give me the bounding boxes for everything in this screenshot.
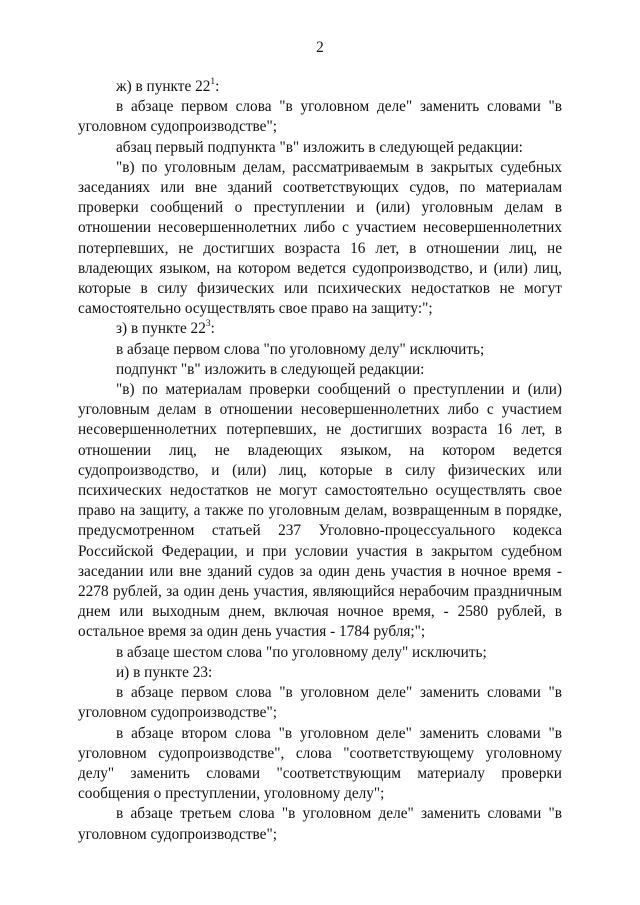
paragraph-text: в абзаце втором слова "в уголовном деле" заменить словами "в уголовном судопроизводстве", слова "соответствующему уголовному делу" заменить словами "соответствующим материалу проверки сообщения о преступлении, уголовному делу"; bbox=[78, 724, 562, 803]
paragraph-suffix: : bbox=[215, 78, 220, 95]
paragraph bbox=[78, 97, 562, 137]
paragraph bbox=[78, 804, 562, 844]
paragraph-text: ж) в пункте 22 bbox=[116, 78, 211, 95]
paragraph bbox=[78, 663, 562, 683]
paragraph bbox=[78, 340, 562, 360]
paragraph-suffix: : bbox=[210, 320, 215, 338]
page-number: 2 bbox=[316, 39, 324, 56]
superscript: 3 bbox=[205, 319, 211, 330]
paragraph-text: в абзаце первом слова "в уголовном деле" заменить словами "в уголовном судопроизводстве"; bbox=[78, 98, 562, 136]
paragraph bbox=[78, 138, 562, 158]
paragraph-text: подпункт "в" изложить в следующей редакции: bbox=[116, 360, 425, 378]
paragraph bbox=[78, 319, 562, 339]
paragraph bbox=[78, 643, 562, 663]
superscript: 1 bbox=[210, 76, 216, 87]
paragraph bbox=[78, 360, 562, 380]
paragraph-text: в абзаце шестом слова "по уголовному делу" исключить; bbox=[116, 643, 487, 661]
paragraph-text: "в) по уголовным делам, рассматриваемым в закрытых судебных заседаниях или вне зданий соответствующих судов, по материалам проверки сообщений о преступлении и (или) уголовным делам в отношении несовершеннолетних либо с участием несовершеннолетних потерпевших, не достигших возраста 16 лет, в отношении лиц, не владеющих языком, на котором ведется судопроизводство, и (или) лиц, которые в силу физических или психических недостатков не могут самостоятельно осуществлять свое право на защиту:"; bbox=[78, 158, 562, 318]
paragraph bbox=[78, 683, 562, 723]
paragraph-text: в абзаце первом слова "по уголовному делу" исключить; bbox=[116, 340, 485, 358]
paragraph-text: "в) по материалам проверки сообщений о преступлении и (или) уголовным делам в отношении несовершеннолетних либо с участием несовершеннолетних потерпевших, не достигших возраста 16 лет, в отношении лиц, не владеющих языком, на котором ведется судопроизводство, и (или) лиц, которые в силу физических или психических недостатков не могут самостоятельно осуществлять свое право на защиту, а также по уголовным делам, возвращенным в порядке, предусмотренном статьей 237 Уголовно-процессуального кодекса Российской Федерации, и при условии участия в закрытом судебном заседании или вне зданий судов за один день участия в ночное время - 2278 рублей, за один день участия, являющийся нерабочим праздничным днем или выходным днем, включая ночное время, - 2580 рублей, в остальное время за один день участия - 1784 рубля;"; bbox=[78, 381, 562, 641]
paragraph-text: в абзаце третьем слова "в уголовном деле" заменить словами "в уголовном судопроизводстве"; bbox=[78, 805, 562, 843]
paragraph bbox=[78, 724, 562, 805]
paragraph bbox=[78, 77, 562, 97]
paragraph bbox=[78, 380, 562, 643]
paragraph-text: абзац первый подпункта "в" изложить в следующей редакции: bbox=[116, 138, 523, 156]
paragraph-text: в абзаце первом слова "в уголовном деле" заменить словами "в уголовном судопроизводстве"; bbox=[78, 684, 562, 722]
document-body bbox=[78, 77, 562, 845]
paragraph-text: з) в пункте 22 bbox=[116, 320, 206, 338]
paragraph-text: и) в пункте 23: bbox=[116, 663, 213, 681]
paragraph bbox=[78, 158, 562, 320]
